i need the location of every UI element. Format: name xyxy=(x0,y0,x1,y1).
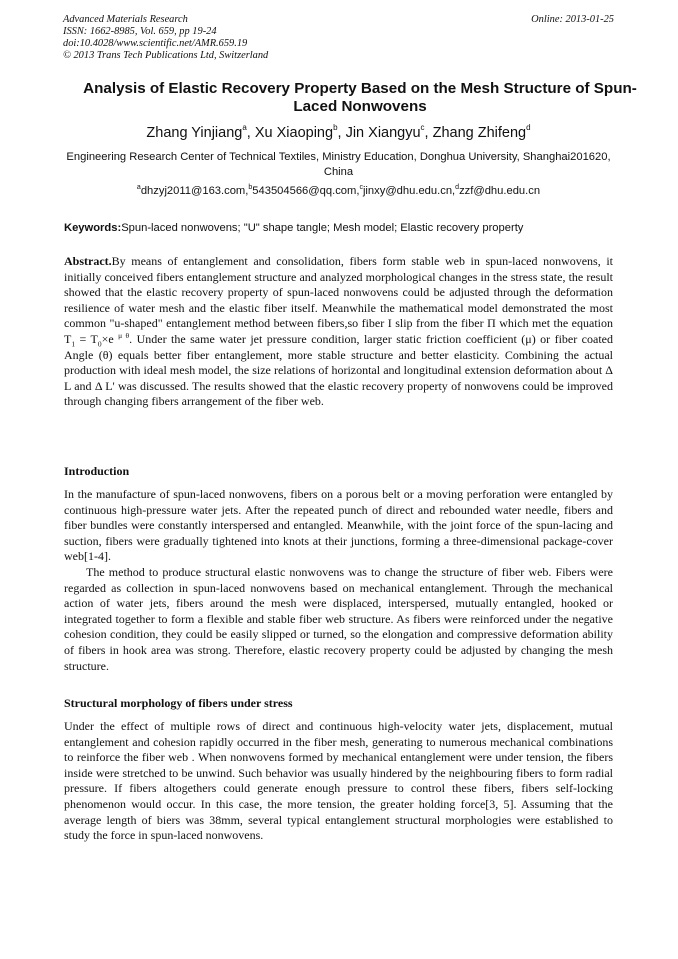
email-mark: a xyxy=(136,184,141,191)
section-heading-structural-morphology: Structural morphology of fibers under stress xyxy=(64,696,293,710)
author-name: Zhang Yinjiang xyxy=(146,125,243,141)
email-address: zzf@dhu.edu.cn xyxy=(459,185,541,197)
email-mark: d xyxy=(455,184,460,191)
section-heading-introduction: Introduction xyxy=(64,464,130,478)
email-address: 543504566@qq.com, xyxy=(252,185,360,197)
affiliation: Engineering Research Center of Technical Textiles, Ministry Education, Donghua University, Shanghai201620, China xyxy=(66,151,611,178)
author-mark: c xyxy=(420,123,425,132)
author-mark: a xyxy=(242,123,247,132)
keywords xyxy=(64,221,624,235)
issn-line: ISSN: 1662-8985, Vol. 659, pp 19-24 xyxy=(63,26,217,37)
abstract-text: By means of entanglement and consolidation, fibers form stable web in spun-laced nonwovens, it initially conceived fibers entanglement structure and analyzed morphological changes in the stress state, the result showed that the elastic recovery property of spun-laced nonwovens could be adjusted through the deformation resilience of water mesh and the elastic fiber itself. Meanwhile the mathematical model demonstrated the most common "u-shaped" entanglement method between fibers,so fiber I slip from the fiber Π which met the equation T xyxy=(64,254,613,346)
paragraph: In the manufacture of spun-laced nonwovens, fibers on a porous belt or a moving perforation were entangled by continuous high-pressure water jets. After the repeated punch of direct and rebounded water needle, fibers and fiber bundles were constantly interspersed and entangled. Meanwhile, with the joint force of the spun-lacing and suction, fibers were gradually tightened into knots at their junctions, forming a three-dimensional package-cover web[1-4]. xyxy=(64,487,613,564)
keywords-label: Keywords: xyxy=(64,222,122,234)
abstract xyxy=(64,254,613,410)
email-list xyxy=(64,184,613,198)
abstract-label: Abstract. xyxy=(64,254,112,268)
abstract-text: = T xyxy=(75,331,98,346)
author-mark: d xyxy=(526,123,531,132)
email-address: dhzyj2011@163.com, xyxy=(140,185,249,197)
introduction-body xyxy=(64,487,613,674)
author-list: Zhang Yinjiang$^a$, Xu Xiaoping$^b$, Jin Xiangyu$^c$, Zhang Zhifeng$^d$ xyxy=(146,123,531,141)
paragraph: The method to produce structural elastic nonwovens was to change the structure of fiber web. Fibers were regarded as collection in spun-laced nonwovens based on mechanical entanglement. Through the mechanical action of water jets, fibers around the mesh were displaced, interspersed, mutually entangled, hooked or integrated together to form a flexible and stable fiber web structure. As fibers were reinforced under the negative cohesion condition, they could be easily slipped or turned, so the elongation and compressive deformation ability of fibers in hook area was strong. Therefore, elastic recovery property could be adjusted by changing the mesh structure. xyxy=(64,564,613,673)
keywords-text: Spun-laced nonwovens; "U" shape tangle; Mesh model; Elastic recovery property xyxy=(121,222,524,234)
email-mark: c xyxy=(359,184,363,191)
doi-line: doi:10.4028/www.scientific.net/AMR.659.19 xyxy=(63,38,248,49)
equation-exponent: μ θ xyxy=(118,330,130,340)
email-mark: b xyxy=(248,184,253,191)
abstract-text: ×e xyxy=(101,331,119,346)
equation-subscript: 0 xyxy=(97,339,102,349)
structural-morphology-body xyxy=(64,719,613,844)
copyright-line: © 2013 Trans Tech Publications Ltd, Switzerland xyxy=(63,50,269,61)
email-address: jinxy@dhu.edu.cn, xyxy=(362,185,456,197)
journal-header xyxy=(63,14,393,62)
journal-name: Advanced Materials Research xyxy=(63,14,188,25)
abstract-text: . Under the same water jet pressure condition, larger static friction coefficient (μ) or fiber coated Angle (θ) equals better fiber entanglement, more stable structure and better elasticity. Combining the actual production with ideal mesh model, the size relations of horizontal and longitudinal extension deformation about Δ L and Δ L' was discussed. The results showed that the elastic recovery property of nonwovens could be improved through changing fibers arrangement of the fiber web. xyxy=(64,331,613,409)
author-mark: b xyxy=(333,123,338,132)
online-date: Online: 2013-01-25 xyxy=(531,14,614,25)
paper-title: Analysis of Elastic Recovery Property Based on the Mesh Structure of Spun-Laced Nonwovens xyxy=(83,80,637,115)
author-name: Xu Xiaoping xyxy=(254,125,334,141)
author-name: Zhang Zhifeng xyxy=(432,125,527,141)
author-name: Jin Xiangyu xyxy=(345,125,421,141)
paragraph: Under the effect of multiple rows of direct and continuous high-velocity water jets, displacement, mutual entanglement and cohesion rapidly occurred in the fiber mesh, generating to numerous mechanical combinations to reinforce the fiber web . When nonwovens formed by mechanical entanglement were under tension, the fibers inside were stretched to be unwind. Such behavior was usually hindered by the neighbouring fibers to form radial pressure. If fibers altogethers could generate enough pressure to control these fibers, fibers self-locking phenomenon would occur. In this case, the more tension, the greater holding force[3, 5]. Assuming that the average length of biers was 38mm, several typical entanglement structural morphologies were established to study the force in spun-laced nonwovens. xyxy=(64,719,613,843)
equation-subscript: 1 xyxy=(71,339,76,349)
